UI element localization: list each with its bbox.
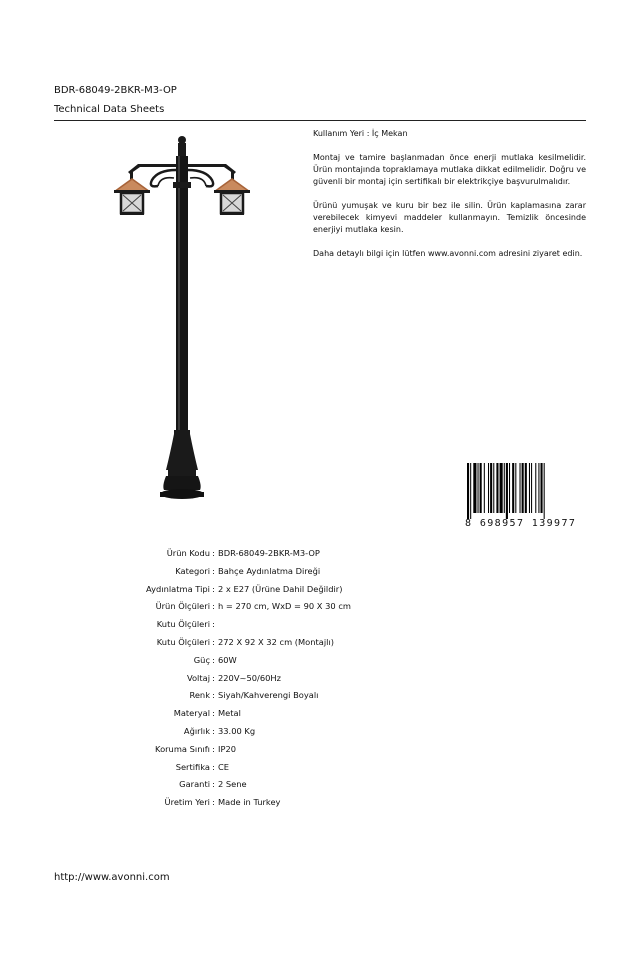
spec-separator: : [212,636,215,647]
spec-row [100,563,351,581]
spec-separator: : [212,779,215,790]
spec-value: IP20 [218,743,237,754]
spec-separator: : [212,725,215,736]
spec-value: Siyah/Kahverengi Boyalı [218,690,319,701]
spec-value: 2 Sene [218,779,247,790]
barcode-bar [467,463,469,519]
spec-row [100,581,351,599]
barcode-bar [544,463,545,519]
barcode-bar [520,463,521,513]
spec-separator: : [212,690,215,701]
spec-row [100,652,351,670]
spec-value: 2 x E27 (Ürüne Dahil Değildir) [218,583,343,594]
spec-separator: : [212,797,215,808]
barcode-digits: 8 698957 139977 [465,518,577,529]
spec-separator: : [212,548,215,558]
spec-label: Renk [189,690,210,701]
barcode-bar [493,463,494,513]
spec-label: Üretim Yeri [164,797,210,808]
spec-separator: : [212,708,215,719]
spec-row [100,794,351,812]
garden-lamp-post-image [108,134,256,502]
barcode-bar [535,463,536,513]
specifications-table [100,545,351,812]
spec-separator: : [212,761,215,772]
spec-value: 33.00 Kg [218,725,256,736]
spec-value [217,616,218,634]
spec-label: Ürün Ölçüleri [155,601,210,612]
more-info-note: Daha detaylı bilgi için lütfen www.avonni.com adresini ziyaret edin. [313,249,583,258]
spec-separator: : [212,601,215,612]
spec-label: Koruma Sınıfı [155,743,210,754]
spec-separator: : [212,583,215,594]
website-url: http://www.avonni.com [54,872,170,883]
barcode-bar [488,463,489,513]
spec-value: BDR-68049-2BKR-M3-OP [218,548,320,558]
spec-value: Metal [218,708,241,719]
spec-row [100,670,351,688]
spec-row [100,776,351,794]
barcode-bar [509,463,510,513]
spec-separator: : [212,565,215,576]
spec-label: Kutu Ölçüleri [156,636,210,647]
spec-row [100,598,351,616]
barcode-bar [522,463,524,513]
spec-value: 272 X 92 X 32 cm (Montajlı) [218,636,335,647]
spec-value: 220V~50/60Hz [218,672,281,683]
spec-row [100,687,351,705]
barcode-bar [478,463,479,513]
spec-value: 60W [218,654,237,665]
spec-label: Voltaj [186,672,210,683]
spec-label: Güç [193,654,210,665]
barcode-bar [515,463,516,513]
barcode-bar [496,463,498,513]
spec-value: Bahçe Aydınlatma Direği [218,565,321,576]
barcode-bar [473,463,476,513]
barcode [465,463,585,532]
spec-label: Sertifika [175,761,210,772]
spec-label: Ağırlık [183,725,210,736]
usage-information [313,128,586,272]
barcode-bar [541,463,543,513]
usage-location: Kullanım Yeri : İç Mekan [313,129,408,138]
barcode-bar [531,463,532,513]
spec-row [100,634,351,652]
spec-row [100,616,351,634]
spec-label: Materyal [173,708,210,719]
barcode-bar [480,463,482,513]
spec-row [100,705,351,723]
spec-separator: : [212,743,215,754]
barcode-bar [512,463,514,513]
spec-row [100,545,351,563]
barcode-bar [506,463,508,519]
spec-separator: : [212,619,215,630]
spec-label: Garanti [179,779,210,790]
header-divider [54,120,586,121]
barcode-bar [529,463,530,513]
spec-row [100,723,351,741]
barcode-bar [484,463,485,513]
product-code-title: BDR-68049-2BKR-M3-OP [54,85,177,96]
spec-row [100,759,351,777]
spec-value: Made in Turkey [218,797,281,808]
spec-separator: : [212,672,215,683]
spec-label: Kategori [175,565,210,576]
spec-label: Ürün Kodu [166,548,210,558]
barcode-bar [490,463,492,513]
spec-label: Aydınlatma Tipi [146,583,210,594]
barcode-bar [525,463,527,513]
spec-separator: : [212,654,215,665]
barcode-bar [538,463,539,513]
barcode-bar [470,463,471,519]
spec-row [100,741,351,759]
barcode-bar [504,463,505,513]
spec-label: Kutu Ölçüleri [156,619,210,630]
cleaning-instructions: Ürünü yumuşak ve kuru bir bez ile silin. Ürün kaplamasına zarar verebilecek kimyevi maddeler kullanmayın. Temizlik öncesinde enerjiyi mutlaka kesin. [313,201,586,234]
barcode-bar [500,463,503,513]
document-header [54,84,586,121]
barcode-bars [465,463,585,519]
spec-value: CE [218,761,230,772]
spec-value: h = 270 cm, WxD = 90 X 30 cm [218,601,351,612]
document-subtitle: Technical Data Sheets [54,104,165,115]
installation-warning: Montaj ve tamire başlanmadan önce enerji mutlaka kesilmelidir. Ürün montajında topraklamaya mutlaka dikkat edilmelidir. Doğru ve güvenli bir montaj için sertifikalı bir elektrikçiye başvurulmalıdır. [313,153,586,186]
